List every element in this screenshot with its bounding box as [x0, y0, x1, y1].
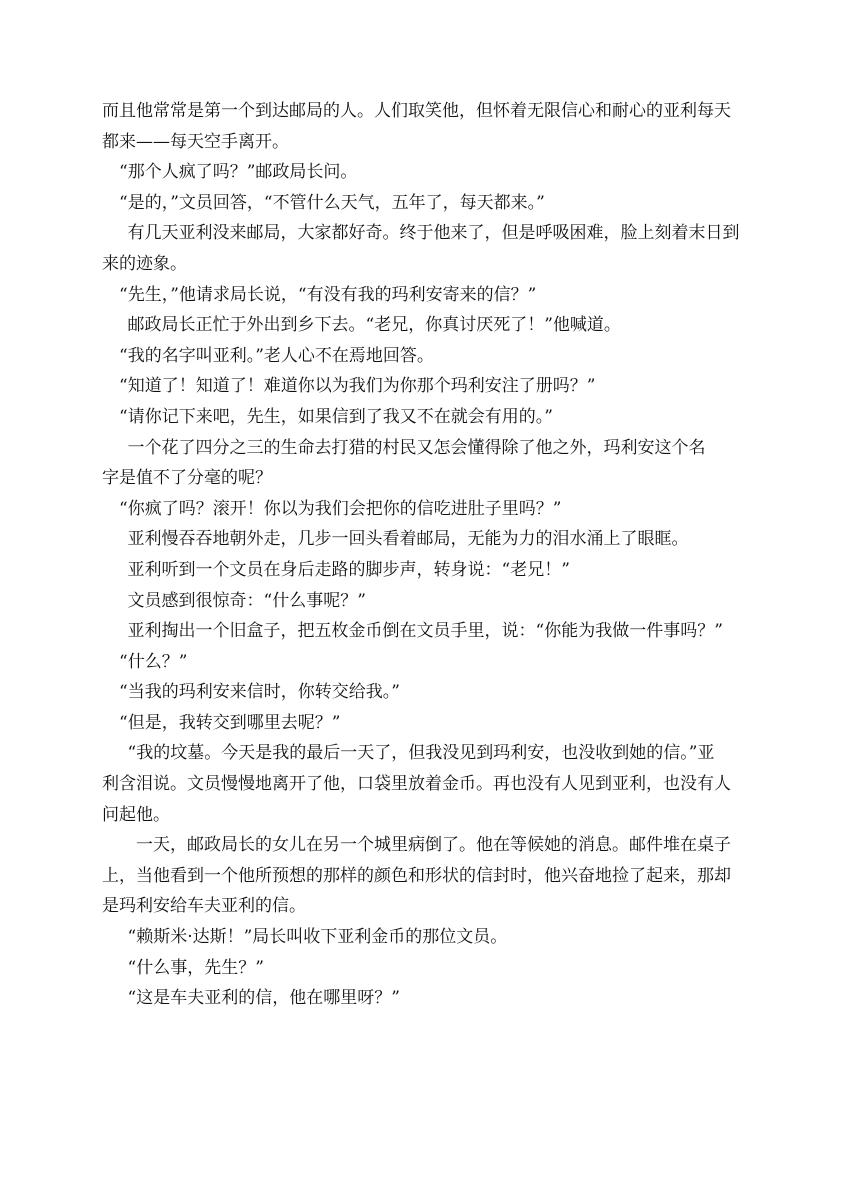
- paragraph: [102, 555, 774, 586]
- paragraph: [102, 494, 774, 525]
- text-line: 是玛利安给车夫亚利的信。: [102, 896, 306, 917]
- text-line: 一个花了四分之三的生命去打猎的村民又怎会懂得除了他之外，玛利安这个名: [127, 437, 706, 458]
- text-line: “是的，”文员回答，“不管什么天气，五年了，每天都来。”: [119, 192, 545, 213]
- text-line: “但是，我转交到哪里去呢？”: [119, 712, 341, 733]
- paragraph: [102, 402, 774, 433]
- paragraph: [102, 218, 774, 279]
- text-line: 文员感到很惊奇：“什么事呢？”: [127, 590, 366, 611]
- paragraph: [102, 953, 774, 984]
- text-line: 邮政局长正忙于外出到乡下去。“老兄，你真讨厌死了！”他喊道。: [127, 315, 621, 336]
- text-line: 上，当他看到一个他所预想的那样的颜色和形状的信封时，他兴奋地捡了起来，那却: [102, 865, 731, 886]
- text-line: “什么事，先生？”: [127, 957, 264, 978]
- paragraph: [102, 96, 774, 157]
- text-line: 来的迹象。: [102, 253, 187, 274]
- text-line: “赖斯米·达斯！”局长叫收下亚利金币的那位文员。: [127, 927, 508, 948]
- text-line: “那个人疯了吗？”邮政局长问。: [119, 162, 358, 183]
- paragraph: [102, 647, 774, 678]
- paragraph: [102, 586, 774, 617]
- paragraph: [102, 708, 774, 739]
- paragraph: [102, 677, 774, 708]
- paragraph: [102, 983, 774, 1014]
- paragraph: [102, 310, 774, 341]
- paragraph: [102, 738, 774, 830]
- text-line: 字是值不了分毫的呢？: [102, 468, 272, 489]
- text-line: “什么？”: [119, 651, 188, 672]
- text-line: “先生，”他请求局长说，“有没有我的玛利安寄来的信？”: [119, 284, 537, 305]
- text-line: 亚利掏出一个旧盒子，把五枚金币倒在文员手里，说：“你能为我做一件事吗？”: [127, 621, 723, 642]
- text-line: 都来——每天空手离开。: [102, 131, 289, 152]
- paragraph: [102, 188, 774, 219]
- text-line: “知道了！知道了！难道你以为我们为你那个玛利安注了册吗？”: [119, 376, 596, 397]
- text-line: 亚利慢吞吞地朝外走，几步一回头看着邮局，无能为力的泪水涌上了眼眶。: [127, 529, 689, 550]
- text-line: “这是车夫亚利的信，他在哪里呀？”: [127, 988, 400, 1009]
- text-line: 利含泪说。文员慢慢地离开了他，口袋里放着金币。再也没有人见到亚利，也没有人: [102, 774, 731, 795]
- text-line: “请你记下来吧，先生，如果信到了我又不在就会有用的。”: [119, 406, 553, 427]
- paragraph: [102, 922, 774, 953]
- text-line: “当我的玛利安来信时，你转交给我。”: [119, 682, 400, 703]
- paragraph: [102, 341, 774, 372]
- paragraph: [102, 157, 774, 188]
- paragraph: [102, 371, 774, 402]
- text-line: 而且他常常是第一个到达邮局的人。人们取笑他，但怀着无限信心和耐心的亚利每天: [102, 101, 731, 121]
- text-line: “我的名字叫亚利。”老人心不在焉地回答。: [119, 345, 434, 366]
- document-body: [102, 96, 774, 1014]
- text-line: “你疯了吗？滚开！你以为我们会把你的信吃进肚子里吗？”: [119, 498, 562, 519]
- paragraph: [102, 433, 774, 494]
- text-line: “我的坟墓。今天是我的最后一天了，但我没见到玛利安，也没收到她的信。”亚: [127, 743, 715, 764]
- text-line: 亚利听到一个文员在身后走路的脚步声，转身说：“老兄！”: [127, 559, 570, 580]
- paragraph: [102, 616, 774, 647]
- paragraph: [102, 830, 774, 922]
- text-line: 有几天亚利没来邮局，大家都好奇。终于他来了，但是呼吸困难，脸上刻着末日到: [127, 223, 740, 244]
- text-line: 一天，邮政局长的女儿在另一个城里病倒了。他在等候她的消息。邮件堆在桌子: [136, 835, 731, 856]
- text-line: 问起他。: [102, 804, 170, 825]
- paragraph: [102, 280, 774, 311]
- paragraph: [102, 524, 774, 555]
